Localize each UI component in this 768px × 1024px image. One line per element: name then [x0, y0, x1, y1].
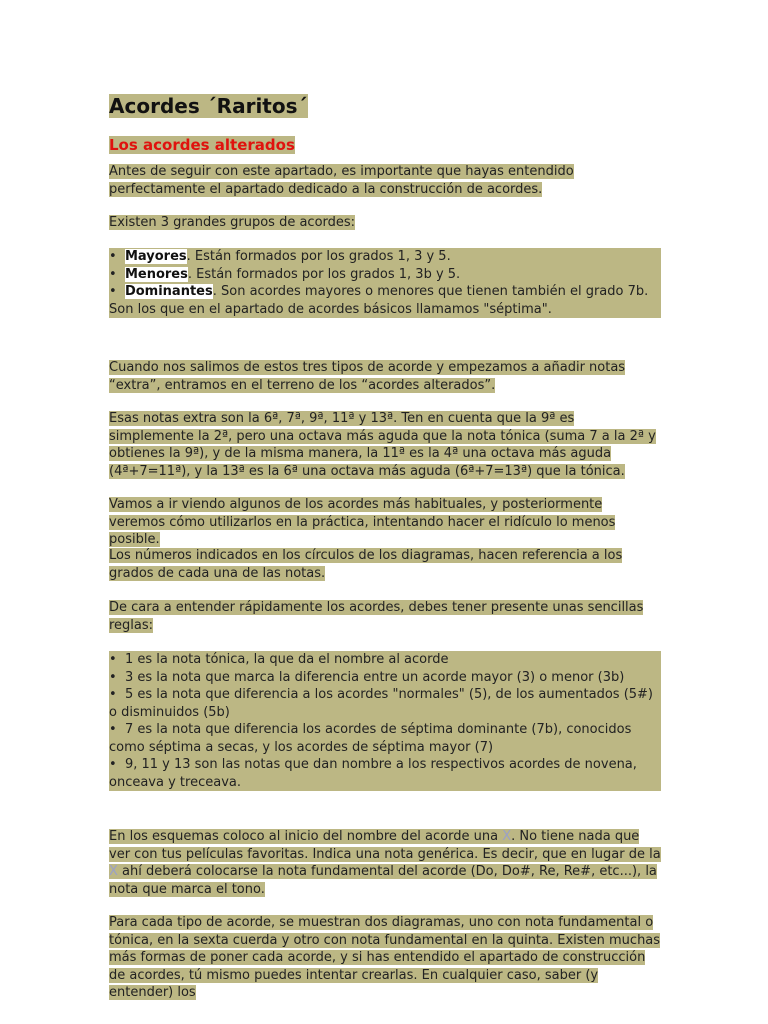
section-heading: Los acordes alterados — [109, 136, 295, 154]
list-item: • Dominantes. Son acordes mayores o menores que tienen también el grado 7b. Son los que en el apartado de acordes básicos llamamos "séptima". — [109, 283, 661, 318]
list-item: • Mayores. Están formados por los grados 1, 3 y 5. — [109, 248, 661, 266]
bullet-icon: • — [109, 249, 121, 264]
altered-paragraph: Cuando nos salimos de estos tres tipos de acorde y empezamos a añadir notas “extra”, entramos en el terreno de los “acordes alterados”. — [109, 360, 626, 393]
schemes-paragraph: En los esquemas coloco al inicio del nombre del acorde una X. No tiene nada que ver con tus películas favoritas. Indica una nota genérica. Es decir, que en lugar de la X ahí deberá colocarse la nota fundamental del acorde (Do, Do#, Re, Re#, etc...), la nota que marca el tono. — [109, 829, 661, 897]
list-item: • 9, 11 y 13 son las notas que dan nombre a los respectivos acordes de novena, onceava y treceava. — [109, 756, 661, 791]
rules-intro-paragraph: De cara a entender rápidamente los acordes, debes tener presente unas sencillas reglas: — [109, 600, 644, 633]
list-item: • 1 es la nota tónica, la que da el nombre al acorde — [109, 651, 661, 669]
extra-notes-paragraph: Esas notas extra son la 6ª, 7ª, 9ª, 11ª y 13ª. Ten en cuenta que la 9ª es simplemente la 2ª, pero una octava más aguda que la nota tónica (suma 7 a la 2ª y obtienes la 9ª), y de la misma manera, la 11ª es la 4ª una octava más aguda (4ª+7=11ª), y la 13ª es la 6ª una octava más aguda (6ª+7=13ª) que la tónica. — [109, 411, 656, 479]
rules-list — [109, 651, 661, 791]
diagrams-paragraph: Para cada tipo de acorde, se muestran dos diagramas, uno con nota fundamental o tónica, en la sexta cuerda y otro con nota fundamental en la quinta. Existen muchas más formas de poner cada acorde, y si has entendido el apartado de construcción de acordes, tú mismo puedes intentar crearlas. En cualquier caso, saber (y entender) los — [109, 915, 661, 1000]
list-item: • 3 es la nota que marca la diferencia entre un acorde mayor (3) o menor (3b) — [109, 669, 661, 687]
list-item: • Menores. Están formados por los grados 1, 3b y 5. — [109, 266, 661, 284]
groups-list — [109, 248, 661, 318]
intro-paragraph: Antes de seguir con este apartado, es importante que hayas entendido perfectamente el apartado dedicado a la construcción de acordes. — [109, 164, 574, 197]
groups-intro: Existen 3 grandes grupos de acordes: — [109, 215, 356, 230]
list-item: • 7 es la nota que diferencia los acordes de séptima dominante (7b), conocidos como séptima a secas, y los acordes de séptima mayor (7) — [109, 721, 661, 756]
page-title: Acordes ´Raritos´ — [109, 94, 308, 118]
common-chords-paragraph: Vamos a ir viendo algunos de los acordes más habituales, y posteriormente veremos cómo utilizarlos en la práctica, intentando hacer el ridículo lo menos posible. — [109, 497, 616, 547]
bullet-icon: • — [109, 266, 121, 282]
bullet-icon: • — [109, 284, 121, 299]
list-item: • 5 es la nota que diferencia a los acordes "normales" (5), de los aumentados (5#) o disminuidos (5b) — [109, 686, 661, 721]
diagram-numbers-paragraph: Los números indicados en los círculos de los diagramas, hacen referencia a los grados de cada una de las notas. — [109, 548, 623, 581]
